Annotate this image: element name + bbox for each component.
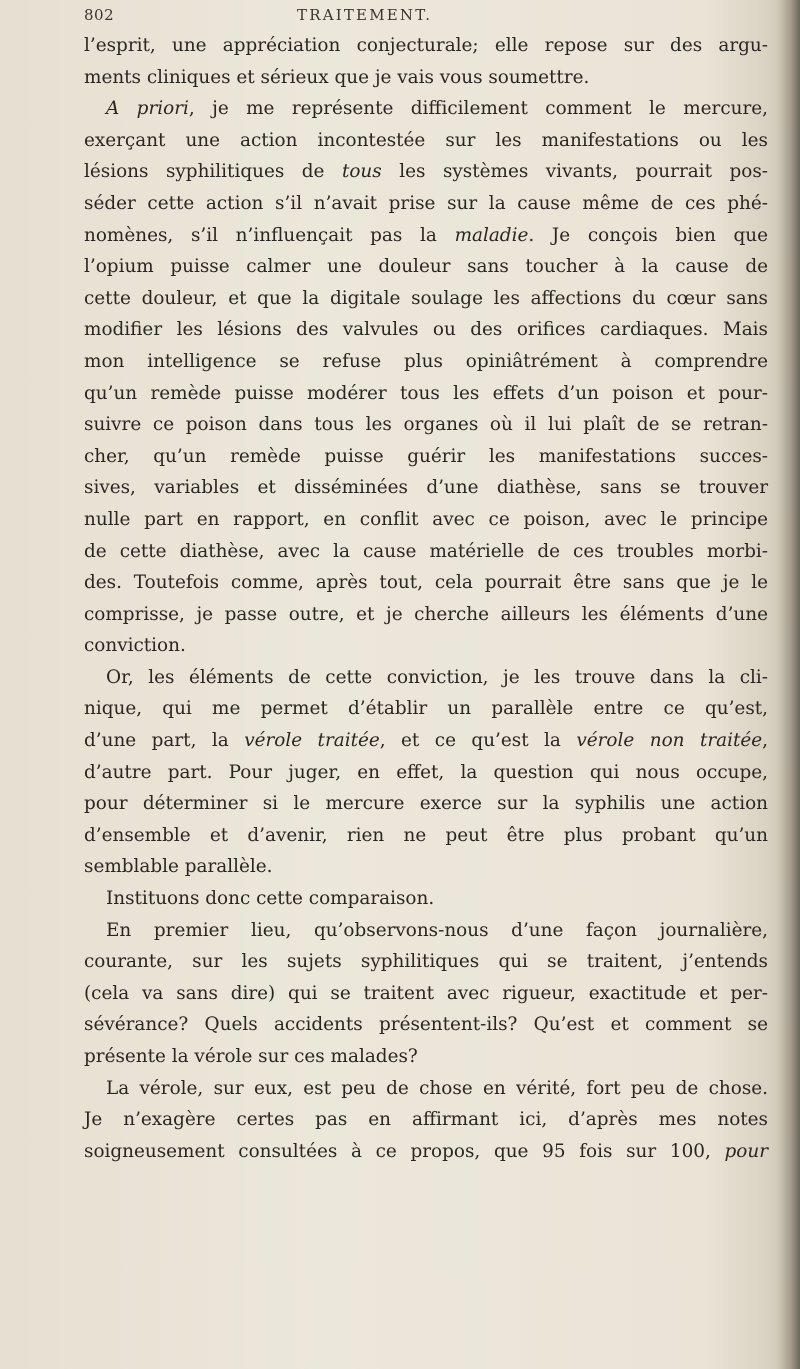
text-line: cher, qu’un remède puisse guérir les manifestations succes- [84, 445, 768, 467]
text-line: mon intelligence se refuse plus opiniâtrément à comprendre [84, 350, 768, 372]
text-line: ments cliniques et sérieux que je vais vous soumettre. [84, 66, 590, 88]
text-line: de cette diathèse, avec la cause matérielle de ces troubles morbi- [84, 540, 768, 562]
text-line: d’autre part. Pour juger, en effet, la question qui nous occupe, [84, 761, 768, 783]
paragraph [84, 662, 768, 883]
paragraph [84, 1073, 768, 1168]
text-line: Instituons donc cette comparaison. [106, 888, 435, 910]
text-line: suivre ce poison dans tous les organes où il lui plaît de se retran- [84, 414, 768, 436]
body-text [84, 30, 768, 1167]
text-line: La vérole, sur eux, est peu de chose en vérité, fort peu de chose. [106, 1077, 768, 1099]
paragraph [84, 93, 768, 662]
text-line: nulle part en rapport, en conflit avec ce poison, avec le principe [84, 508, 768, 530]
text-line: pour déterminer si le mercure exerce sur la syphilis une action [84, 793, 768, 815]
text-line: l’esprit, une appréciation conjecturale; elle repose sur des argu- [84, 35, 768, 56]
text-line: lésions syphilitiques de tous les systèmes vivants, pourrait pos- [84, 161, 768, 183]
text-line: sives, variables et disséminées d’une diathèse, sans se trouver [84, 477, 768, 499]
text-line: comprisse, je passe outre, et je cherche ailleurs les éléments d’une [84, 603, 768, 625]
text-line: des. Toutefois comme, après tout, cela pourrait être sans que je le [84, 572, 768, 594]
text-line: d’ensemble et d’avenir, rien ne peut être plus probant qu’un [84, 824, 768, 846]
text-line: (cela va sans dire) qui se traitent avec rigueur, exactitude et per- [84, 982, 768, 1004]
text-line: Je n’exagère certes pas en affirmant ici, d’après mes notes [84, 1109, 768, 1131]
paragraph [84, 883, 768, 915]
page-header [84, 6, 764, 28]
text-line: présente la vérole sur ces malades? [84, 1046, 418, 1067]
text-line: sévérance? Quels accidents présentent-ils? Qu’est et comment se [84, 1014, 768, 1036]
text-line: exerçant une action incontestée sur les manifestations ou les [84, 129, 768, 151]
text-line: cette douleur, et que la digitale soulage les affections du cœur sans [84, 287, 768, 309]
running-title: TRAITEMENT. [297, 6, 433, 24]
text-line: A priori, je me représente difficilement comment le mercure, [106, 98, 768, 120]
page-edge-shadow [778, 0, 800, 1369]
text-line: En premier lieu, qu’observons-nous d’une façon journalière, [106, 919, 768, 941]
page-number: 802 [84, 6, 115, 24]
text-line: nique, qui me permet d’établir un parallèle entre ce qu’est, [84, 698, 768, 720]
text-line: semblable parallèle. [84, 856, 273, 878]
text-line: qu’un remède puisse modérer tous les effets d’un poison et pour- [84, 382, 768, 404]
text-line: soigneusement consultées à ce propos, que 95 fois sur 100, pour [84, 1140, 768, 1162]
text-line: nomènes, s’il n’influençait pas la maladie. Je conçois bien que [84, 224, 769, 246]
text-line: conviction. [84, 635, 186, 657]
text-line: d’une part, la vérole traitée, et ce qu’est la vérole non traitée, [84, 730, 768, 752]
text-line: l’opium puisse calmer une douleur sans toucher à la cause de [84, 256, 768, 278]
paragraph [84, 915, 768, 1073]
text-line: courante, sur les sujets syphilitiques qui se traitent, j’entends [84, 951, 768, 973]
text-line: modifier les lésions des valvules ou des orifices cardiaques. Mais [84, 319, 768, 341]
paragraph [84, 30, 768, 93]
text-line: Or, les éléments de cette conviction, je les trouve dans la cli- [106, 666, 768, 688]
text-line: séder cette action s’il n’avait prise sur la cause même de ces phé- [84, 192, 768, 214]
